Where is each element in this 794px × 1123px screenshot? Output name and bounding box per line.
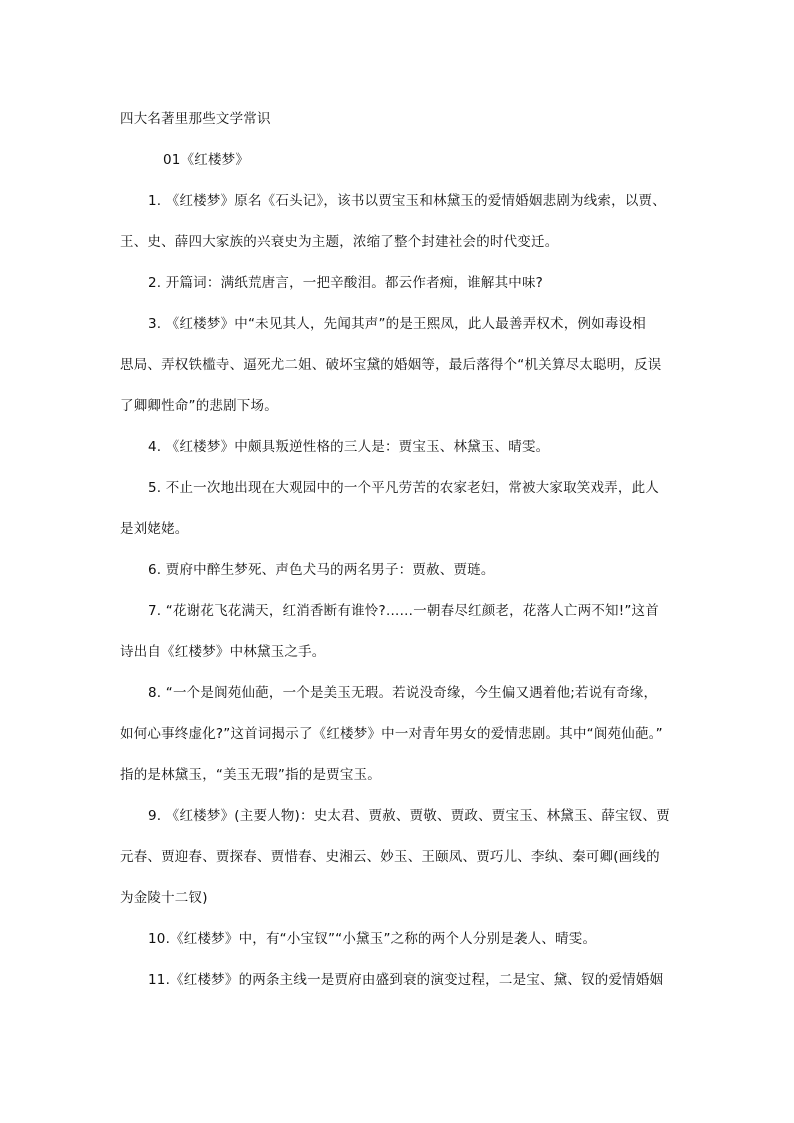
section-heading: 01《红楼梦》 xyxy=(163,152,250,168)
paragraph-line: 5. 不止一次地出现在大观园中的一个平凡劳苦的农家老妇，常被大家取笑戏弄，此人 xyxy=(148,480,659,496)
paragraph-line: 10.《红楼梦》中，有“小宝钗”“小黛玉”之称的两个人分别是袭人、晴雯。 xyxy=(148,931,597,947)
paragraph-line: 6. 贾府中醉生梦死、声色犬马的两名男子：贾赦、贾琏。 xyxy=(148,562,495,578)
paragraph-line: 7. “花谢花飞花满天，红消香断有谁怜?……一朝春尽红颜老，花落人亡两不知!”这首 xyxy=(148,603,659,619)
paragraph-line: 为金陵十二钗) xyxy=(120,890,208,906)
paragraph-line: 是刘姥姥。 xyxy=(120,521,189,537)
paragraph-line: 思局、弄权铁槛寺、逼死尤二姐、破坏宝黛的婚姻等，最后落得个“机关算尽太聪明，反误 xyxy=(120,357,662,373)
paragraph-line: 了卿卿性命”的悲剧下场。 xyxy=(120,398,278,414)
paragraph-line: 1. 《红楼梦》原名《石头记》，该书以贾宝玉和林黛玉的爱情婚姻悲剧为线索，以贾、 xyxy=(148,193,666,209)
paragraph-line: 9. 《红楼梦》(主要人物)：史太君、贾赦、贾敬、贾政、贾宝玉、林黛玉、薛宝钗、贾 xyxy=(148,808,670,824)
paragraph-line: 如何心事终虚化?”这首词揭示了《红楼梦》中一对青年男女的爱情悲剧。其中“阆苑仙葩。” xyxy=(120,726,663,742)
paragraph-line: 3. 《红楼梦》中“未见其人，先闻其声”的是王熙凤，此人最善弄权术，例如毒设相 xyxy=(148,316,646,332)
paragraph-line: 王、史、薛四大家族的兴衰史为主题，浓缩了整个封建社会的时代变迁。 xyxy=(120,234,559,250)
paragraph-line: 8. “一个是阆苑仙葩，一个是美玉无瑕。若说没奇缘，今生偏又遇着他;若说有奇缘， xyxy=(148,685,658,701)
document-title: 四大名著里那些文学常识 xyxy=(120,111,271,127)
paragraph-line: 11.《红楼梦》的两条主线一是贾府由盛到衰的演变过程，二是宝、黛、钗的爱情婚姻 xyxy=(148,972,664,988)
paragraph-line: 4. 《红楼梦》中颇具叛逆性格的三人是：贾宝玉、林黛玉、晴雯。 xyxy=(148,439,550,455)
paragraph-line: 元春、贾迎春、贾探春、贾惜春、史湘云、妙玉、王颐凤、贾巧儿、李纨、秦可卿(画线的 xyxy=(120,849,660,865)
paragraph-line: 2. 开篇词：满纸荒唐言，一把辛酸泪。都云作者痴，谁解其中味? xyxy=(148,275,544,291)
paragraph-line: 指的是林黛玉，“美玉无瑕”指的是贾宝玉。 xyxy=(120,767,381,783)
paragraph-line: 诗出自《红楼梦》中林黛玉之手。 xyxy=(120,644,326,660)
